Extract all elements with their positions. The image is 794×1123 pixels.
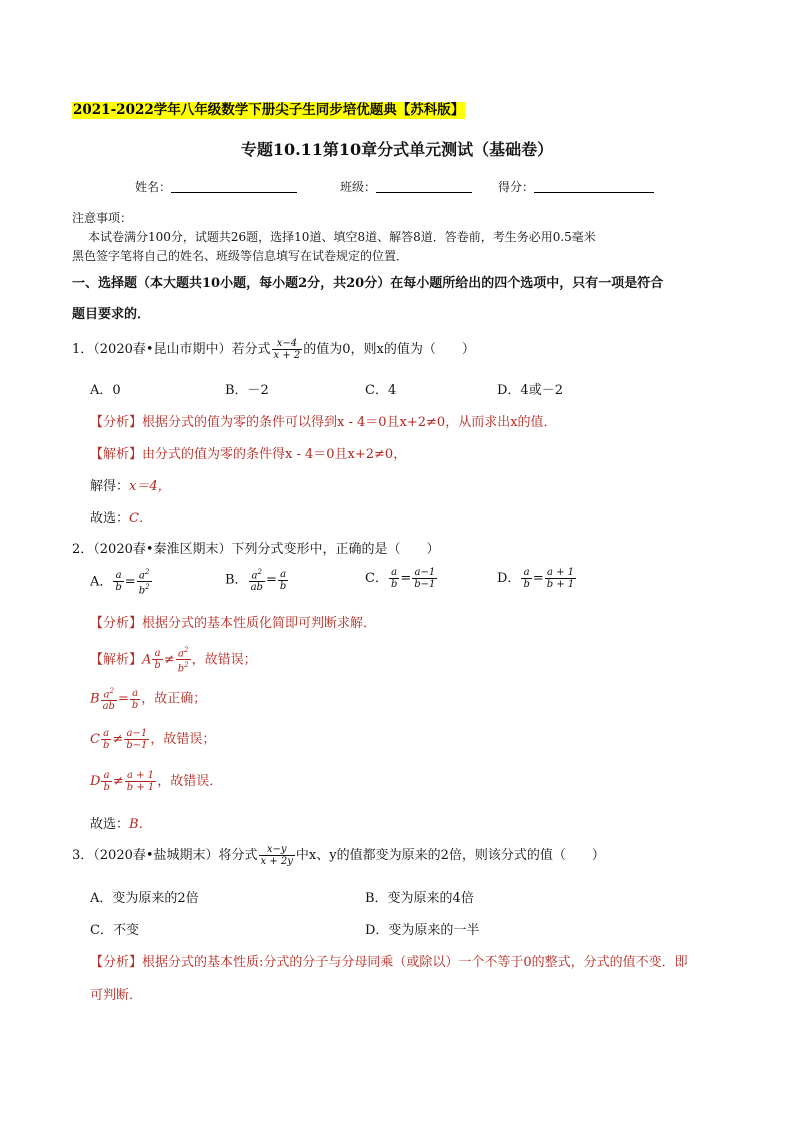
q2-option-b: B． $\frac{a^2}{ab}$ = $\frac{a}{b}$ [225,568,287,594]
name-blank [171,180,297,193]
score-field [498,178,654,195]
q1-answer: 故选：C． [90,511,152,526]
document-header: 2021-2022学年八年级数学下册尖子生同步培优题典【苏科版】 [73,102,465,118]
q2-solution-b: B $\frac{a^2}{ab}$ = $\frac{a}{b}$ ，故正确； [90,687,207,713]
name-label: 姓名： [135,180,172,194]
q3-analysis-line-1: 【分析】根据分式的基本性质:分式的分子与分母同乘（或除以）一个不等于0的整式，分式的值不变．即 [90,955,688,970]
q1-solve-line: 解得：x＝4， [90,479,171,494]
q1-option-b: B．－2 [225,383,269,398]
q3-fraction: $\frac{x-y}{x + 2y}$ [260,844,293,867]
question-2-stem: 2．（2020春•秦淮区期末）下列分式变形中，正确的是（ ） [72,542,440,557]
class-blank [376,180,472,193]
q2-solution-a: 【解析】A $\frac{a}{b}$ ≠ $\frac{a^2}{b^2}$ ，故错误； [90,646,257,675]
q2-answer: 故选：B． [90,817,152,832]
question-1-stem: 1．（2020春•昆山市期中）若分式 $\frac{x-4}{x + 2}$ 的值为0，则x的值为（ ） [72,338,475,361]
class-field [340,178,472,195]
q3-option-d: D．变为原来的一半 [365,923,480,938]
score-label: 得分： [498,180,535,194]
q2-option-c: C． $\frac{a}{b}$ = $\frac{a-1}{b-1}$ [365,567,436,590]
q3-analysis-line-2: 可判断． [90,988,143,1003]
class-label: 班级： [340,180,377,194]
score-blank [534,180,654,193]
notes-line-2: 黑色签字笔将自己的姓名、班级等信息填写在试卷规定的位置． [72,249,409,263]
q3-option-a: A．变为原来的2倍 [90,891,199,906]
q2-option-a: A． $\frac{a}{b}$ = $\frac{a^2}{b^2}$ [90,568,150,597]
section-heading-line-2: 题目要求的． [72,307,151,322]
q2-option-d: D． $\frac{a}{b}$ = $\frac{a + 1}{b + 1}$ [497,567,575,590]
q2-solution-d: D $\frac{a}{b}$ ≠ $\frac{a + 1}{b + 1}$ ，故错误． [90,770,223,793]
q3-option-b: B．变为原来的4倍 [365,891,474,906]
notes-line-1: 本试卷满分100分，试题共26题，选择10道、填空8道、解答8道．答卷前，考生务必用0.5毫米 [88,230,596,244]
q3-option-c: C．不变 [90,923,139,938]
q1-option-a: A．0 [90,383,121,398]
q1-analysis: 【分析】根据分式的值为零的条件可以得到x - 4＝0且x+2≠0，从而求出x的值． [90,415,557,430]
q1-option-d: D．4或－2 [497,383,563,398]
q1-solution: 【解析】由分式的值为零的条件得x - 4＝0且x+2≠0， [90,447,407,462]
page-title: 专题10.11第10章分式单元测试（基础卷） [240,140,554,159]
question-3-stem: 3．（2020春•盐城期末）将分式 $\frac{x-y}{x + 2y}$ 中x、y的值都变为原来的2倍，则该分式的值（ ） [72,844,605,867]
q1-fraction: $\frac{x-4}{x + 2}$ [273,338,301,361]
section-heading-line-1: 一、选择题（本大题共10小题，每小题2分，共20分）在每小题所给出的四个选项中，只有一项是符合 [72,276,664,291]
name-field [135,178,297,195]
q2-solution-c: C $\frac{a}{b}$ ≠ $\frac{a-1}{b-1}$ ，故错误； [90,728,216,751]
notes-title: 注意事项： [72,211,133,225]
q2-analysis: 【分析】根据分式的基本性质化简即可判断求解． [90,616,377,631]
q1-option-c: C．4 [365,383,397,398]
